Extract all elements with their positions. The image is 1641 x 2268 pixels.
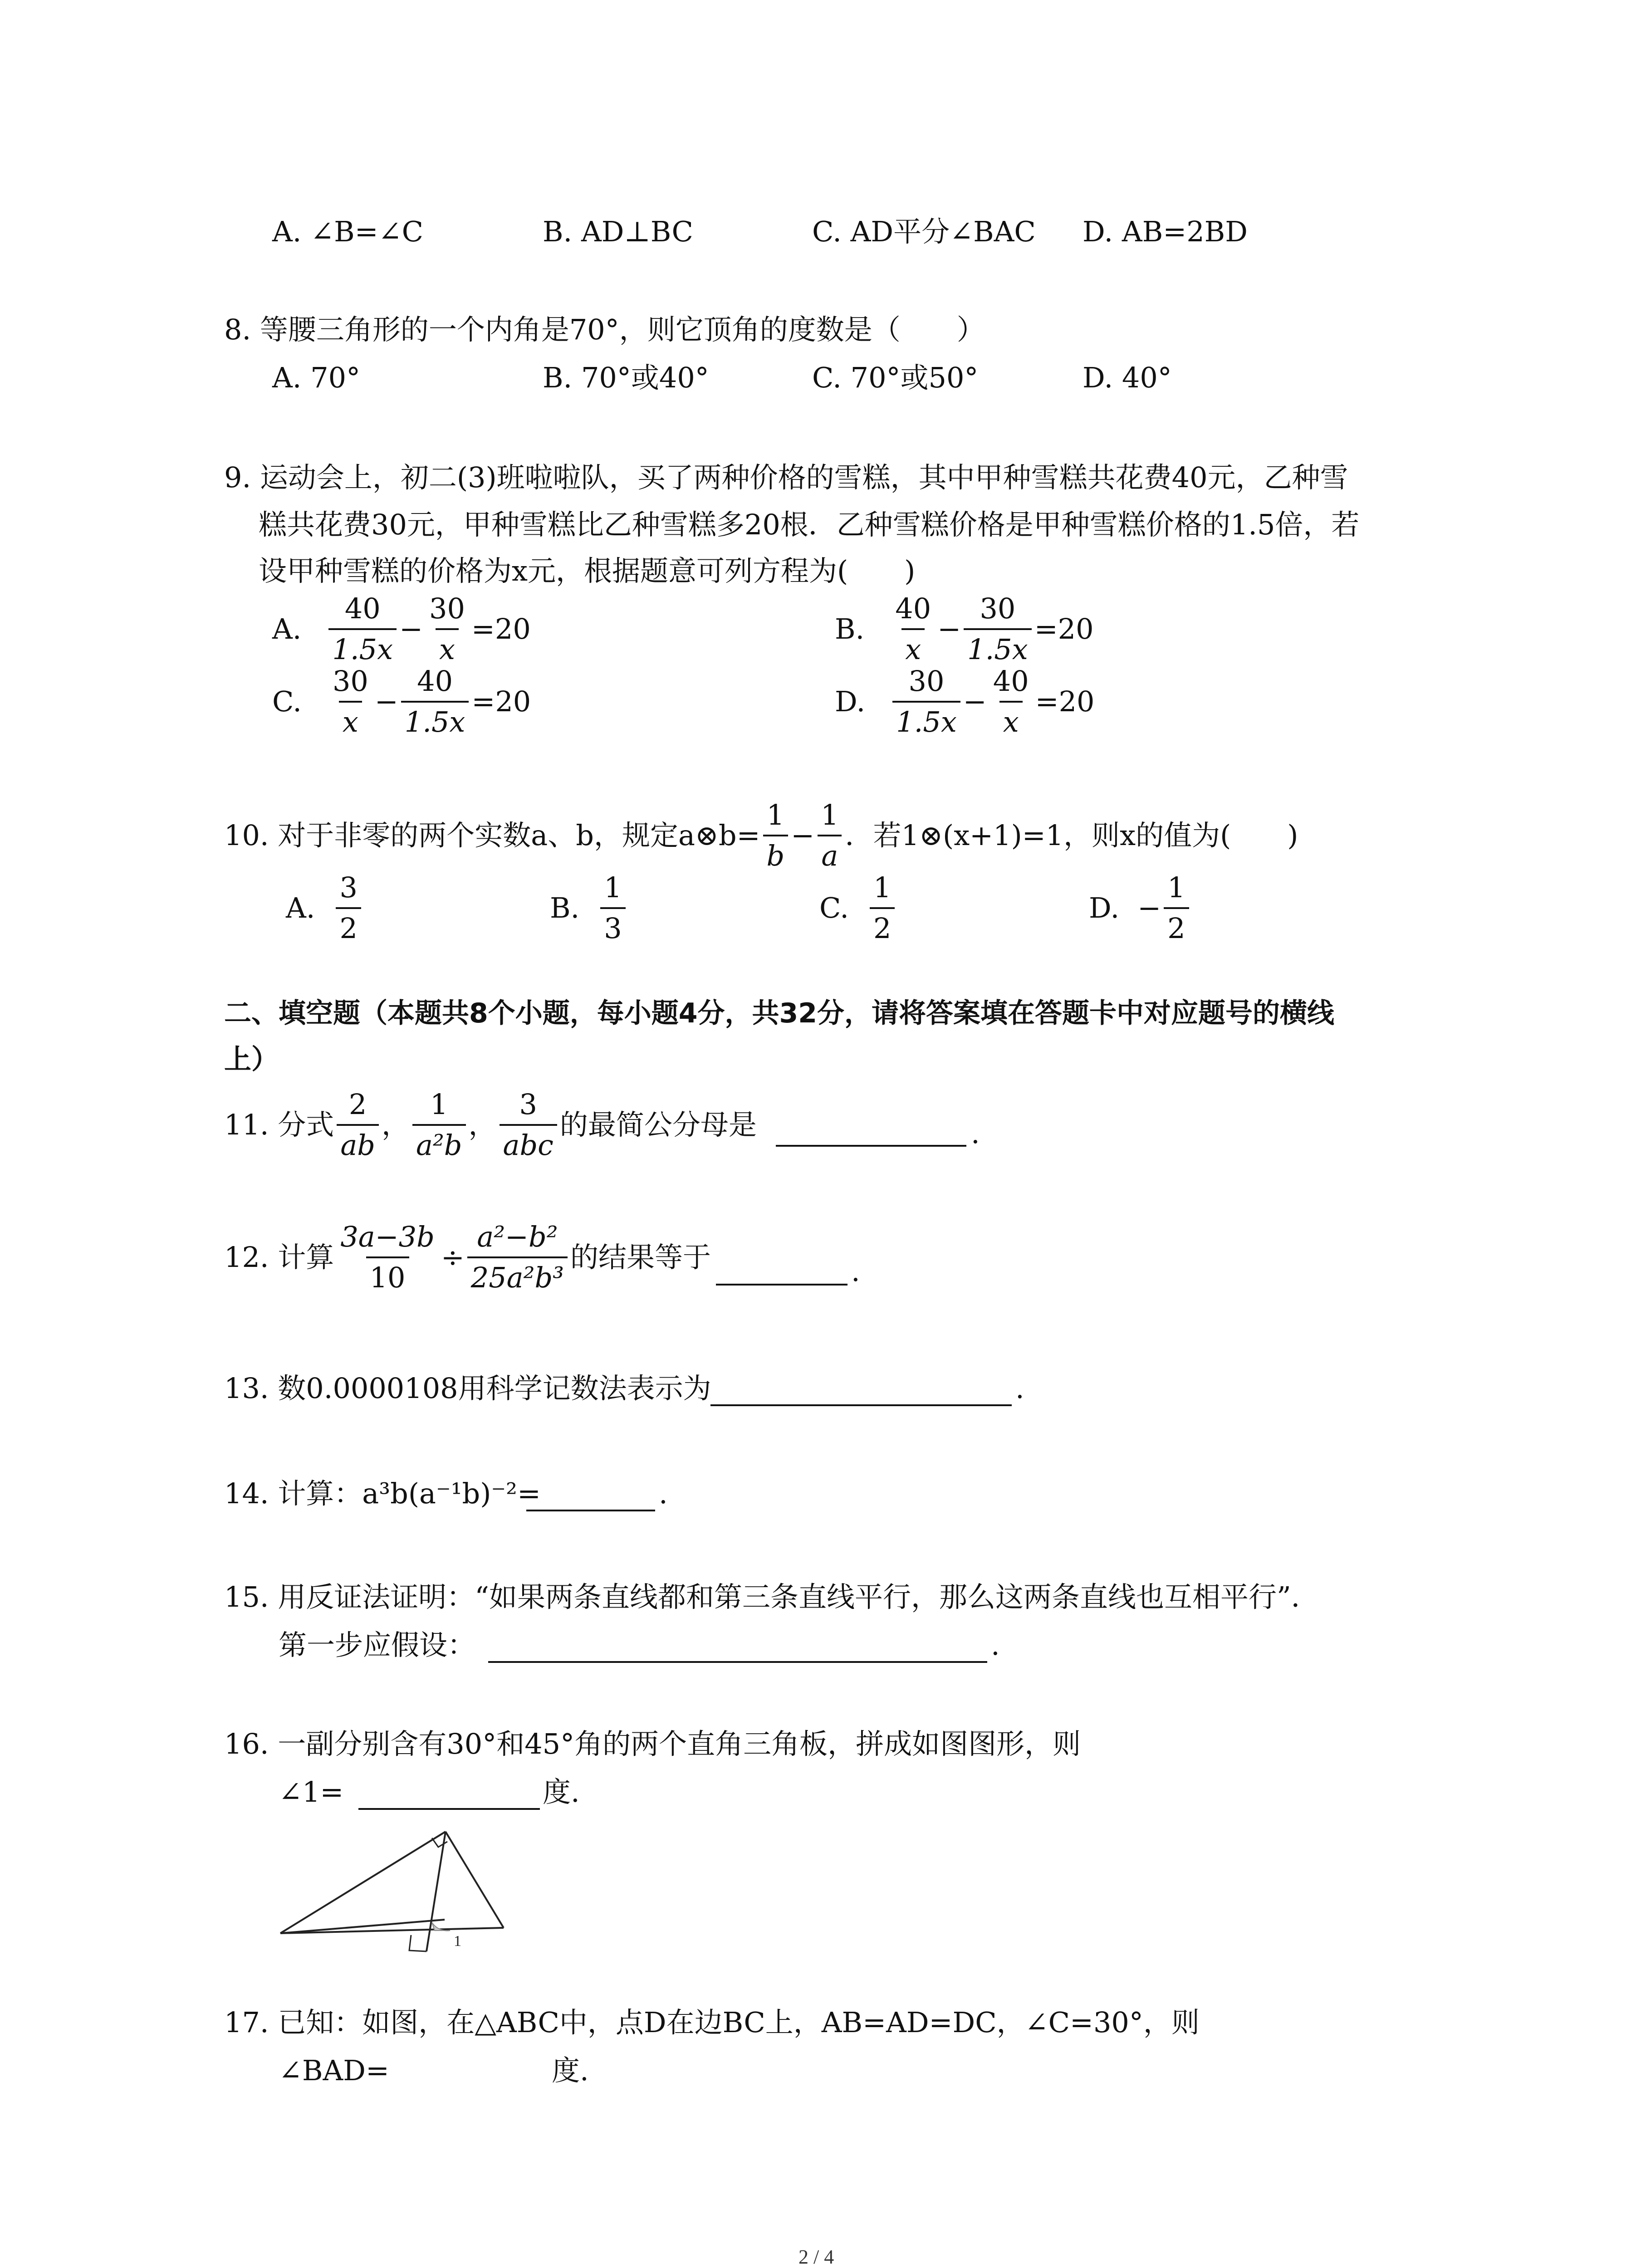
q15-period: . [991, 1628, 1000, 1662]
q12-period: . [851, 1255, 860, 1288]
minus-sign: − [937, 612, 961, 646]
denominator: x [901, 628, 925, 666]
denominator: x [436, 628, 459, 666]
fraction [401, 665, 469, 739]
separator: ， [468, 1108, 497, 1142]
q14-period: . [659, 1477, 668, 1510]
q11-stem-end: 的最简公分母是 [559, 1108, 757, 1142]
q8-option-c: C. 70°或50° [812, 361, 979, 394]
equation-rhs: =20 [1035, 685, 1095, 719]
angle-1-label: 1 [454, 1933, 461, 1950]
q10-option-b [550, 871, 628, 946]
fraction [467, 1220, 568, 1295]
denominator: x [999, 701, 1023, 739]
q12-stem [224, 1220, 711, 1295]
denominator: 2 [1164, 907, 1189, 945]
option-label: A. [272, 612, 302, 646]
q8-stem: 8. 等腰三角形的一个内角是70°，则它顶角的度数是（ ） [224, 313, 985, 346]
right-angle-mark [409, 1935, 426, 1951]
q11-answer-blank[interactable] [776, 1145, 966, 1147]
denominator: 2 [870, 907, 895, 945]
q7-option-a: A. ∠B=∠C [272, 215, 424, 248]
q10-option-d [1089, 871, 1192, 946]
q11-stem-start: 11. 分式 [224, 1108, 334, 1142]
q8-option-b: B. 70°或40° [543, 361, 709, 394]
numerator: 30 [332, 665, 368, 698]
q7-option-b: B. AD⊥BC [543, 215, 693, 248]
q16-triangle-figure [272, 1819, 517, 1969]
q12-answer-blank[interactable] [716, 1284, 847, 1286]
option-label: D. [1089, 891, 1120, 925]
q16-line-1: 16. 一副分别含有30°和45°角的两个直角三角板，拼成如图图形，则 [224, 1727, 1081, 1760]
section-heading-line-1: 二、填空题（本题共8个小题，每小题4分，共32分，请将答案填在答题卡中对应题号的横线 [224, 997, 1334, 1029]
fraction [329, 665, 372, 739]
fraction [1164, 871, 1189, 946]
numerator: 1 [873, 871, 892, 904]
denominator: 10 [366, 1256, 409, 1295]
numerator: 30 [908, 665, 945, 698]
page-number: 2 / 4 [798, 2246, 834, 2268]
numerator: 1 [604, 871, 622, 904]
q10-stem-start: 10. 对于非零的两个实数a、b，规定a⊗b= [224, 819, 760, 852]
numerator: 1 [821, 798, 839, 831]
numerator: 3 [519, 1088, 537, 1121]
q9-option-b [835, 592, 1094, 667]
q8-option-d: D. 40° [1083, 361, 1172, 394]
numerator: 1 [766, 798, 785, 831]
q16-line-2: ∠1= [279, 1775, 344, 1809]
numerator: 1 [1167, 871, 1185, 904]
minus-sign: − [791, 819, 815, 852]
figure-segment [446, 1832, 504, 1928]
option-label: C. [272, 685, 302, 719]
q13-stem: 13. 数0.0000108用科学记数法表示为 [224, 1372, 711, 1405]
sign: − [1137, 891, 1161, 925]
denominator: a²b [412, 1124, 466, 1162]
division-sign: ÷ [441, 1241, 465, 1274]
numerator: 40 [417, 665, 453, 698]
fraction [337, 1220, 438, 1295]
q13-answer-blank[interactable] [710, 1404, 1012, 1406]
q10-stem [224, 798, 1298, 873]
q9-option-d [835, 665, 1095, 739]
fraction [892, 665, 960, 739]
q9-line-3: 设甲种雪糕的价格为x元，根据题意可列方程为( ) [259, 554, 916, 587]
numerator: 40 [993, 665, 1029, 698]
q14-answer-blank[interactable] [526, 1510, 655, 1511]
q10-option-c [819, 871, 897, 946]
minus-sign: − [963, 685, 987, 719]
q16-unit: 度. [543, 1775, 580, 1809]
q17-unit: 度. [552, 2054, 589, 2087]
denominator: 1.5x [892, 701, 960, 739]
fraction [500, 1088, 557, 1163]
fraction [600, 871, 625, 946]
q15-line-2: 第一步应假设： [279, 1628, 476, 1662]
fraction [426, 592, 469, 667]
numerator: 3 [339, 871, 358, 904]
q11-period: . [971, 1117, 980, 1150]
q9-line-2: 糕共花费30元，甲种雪糕比乙种雪糕多20根．乙种雪糕价格是甲种雪糕价格的1.5倍，若 [259, 508, 1360, 541]
section-heading-line-2: 上） [224, 1044, 279, 1075]
q15-answer-blank[interactable] [488, 1661, 987, 1663]
equation-rhs: =20 [1034, 612, 1094, 646]
denominator: a [818, 835, 842, 873]
numerator: 2 [348, 1088, 367, 1121]
fraction [763, 798, 789, 873]
option-label: B. [550, 891, 580, 925]
q7-option-c: C. AD平分∠BAC [812, 215, 1036, 248]
denominator: 2 [336, 907, 361, 945]
q14-stem: 14. 计算：a³b(a⁻¹b)⁻²= [224, 1477, 541, 1510]
denominator: 1.5x [328, 628, 397, 666]
q9-line-1: 9. 运动会上，初二(3)班啦啦队，买了两种价格的雪糕，其中甲种雪糕共花费40元，乙种雪 [224, 461, 1348, 494]
denominator: ab [337, 1124, 379, 1162]
q11-stem [224, 1088, 757, 1163]
denominator: 3 [600, 907, 625, 945]
fraction [328, 592, 397, 667]
minus-sign: − [374, 685, 398, 719]
fraction [336, 871, 361, 946]
q17-line-1: 17. 已知：如图，在△ABC中，点D在边BC上，AB=AD=DC，∠C=30°，则 [224, 2006, 1200, 2039]
fraction [964, 592, 1032, 667]
denominator: 1.5x [401, 701, 469, 739]
fraction [892, 592, 935, 667]
q9-option-c [272, 665, 531, 739]
numerator: a²−b² [477, 1220, 558, 1253]
numerator: 30 [429, 592, 465, 625]
separator: ， [381, 1108, 410, 1142]
q17-line-2: ∠BAD= [279, 2054, 389, 2087]
q15-line-1: 15. 用反证法证明：“如果两条直线都和第三条直线平行，那么这两条直线也互相平行”． [224, 1580, 1319, 1613]
denominator: abc [500, 1124, 557, 1162]
figure-segment [426, 1832, 446, 1951]
q13-period: . [1015, 1372, 1024, 1405]
option-label: B. [835, 612, 865, 646]
denominator: x [339, 701, 362, 739]
q10-option-a [286, 871, 364, 946]
q10-stem-end: ．若1⊗(x+1)=1，则x的值为( ) [845, 819, 1298, 852]
fraction [337, 1088, 379, 1163]
q8-option-a: A. 70° [272, 361, 361, 394]
q7-option-d: D. AB=2BD [1083, 215, 1248, 248]
fraction [870, 871, 895, 946]
equation-rhs: =20 [471, 685, 531, 719]
denominator: 1.5x [964, 628, 1032, 666]
q16-answer-blank[interactable] [358, 1808, 540, 1810]
minus-sign: − [399, 612, 423, 646]
figure-segment [280, 1832, 446, 1933]
numerator: 40 [344, 592, 381, 625]
fraction [989, 665, 1033, 739]
q12-stem-start: 12. 计算 [224, 1241, 334, 1274]
fraction [412, 1088, 466, 1163]
option-label: C. [819, 891, 849, 925]
numerator: 1 [430, 1088, 448, 1121]
numerator: 40 [895, 592, 931, 625]
denominator: b [763, 835, 789, 873]
option-label: A. [286, 891, 315, 925]
equation-rhs: =20 [471, 612, 531, 646]
q9-option-a [272, 592, 531, 667]
fraction [817, 798, 842, 873]
option-label: D. [835, 685, 866, 719]
q12-stem-end: 的结果等于 [570, 1241, 711, 1274]
numerator: 30 [980, 592, 1016, 625]
denominator: 25a²b³ [467, 1256, 568, 1295]
numerator: 3a−3b [340, 1220, 435, 1253]
